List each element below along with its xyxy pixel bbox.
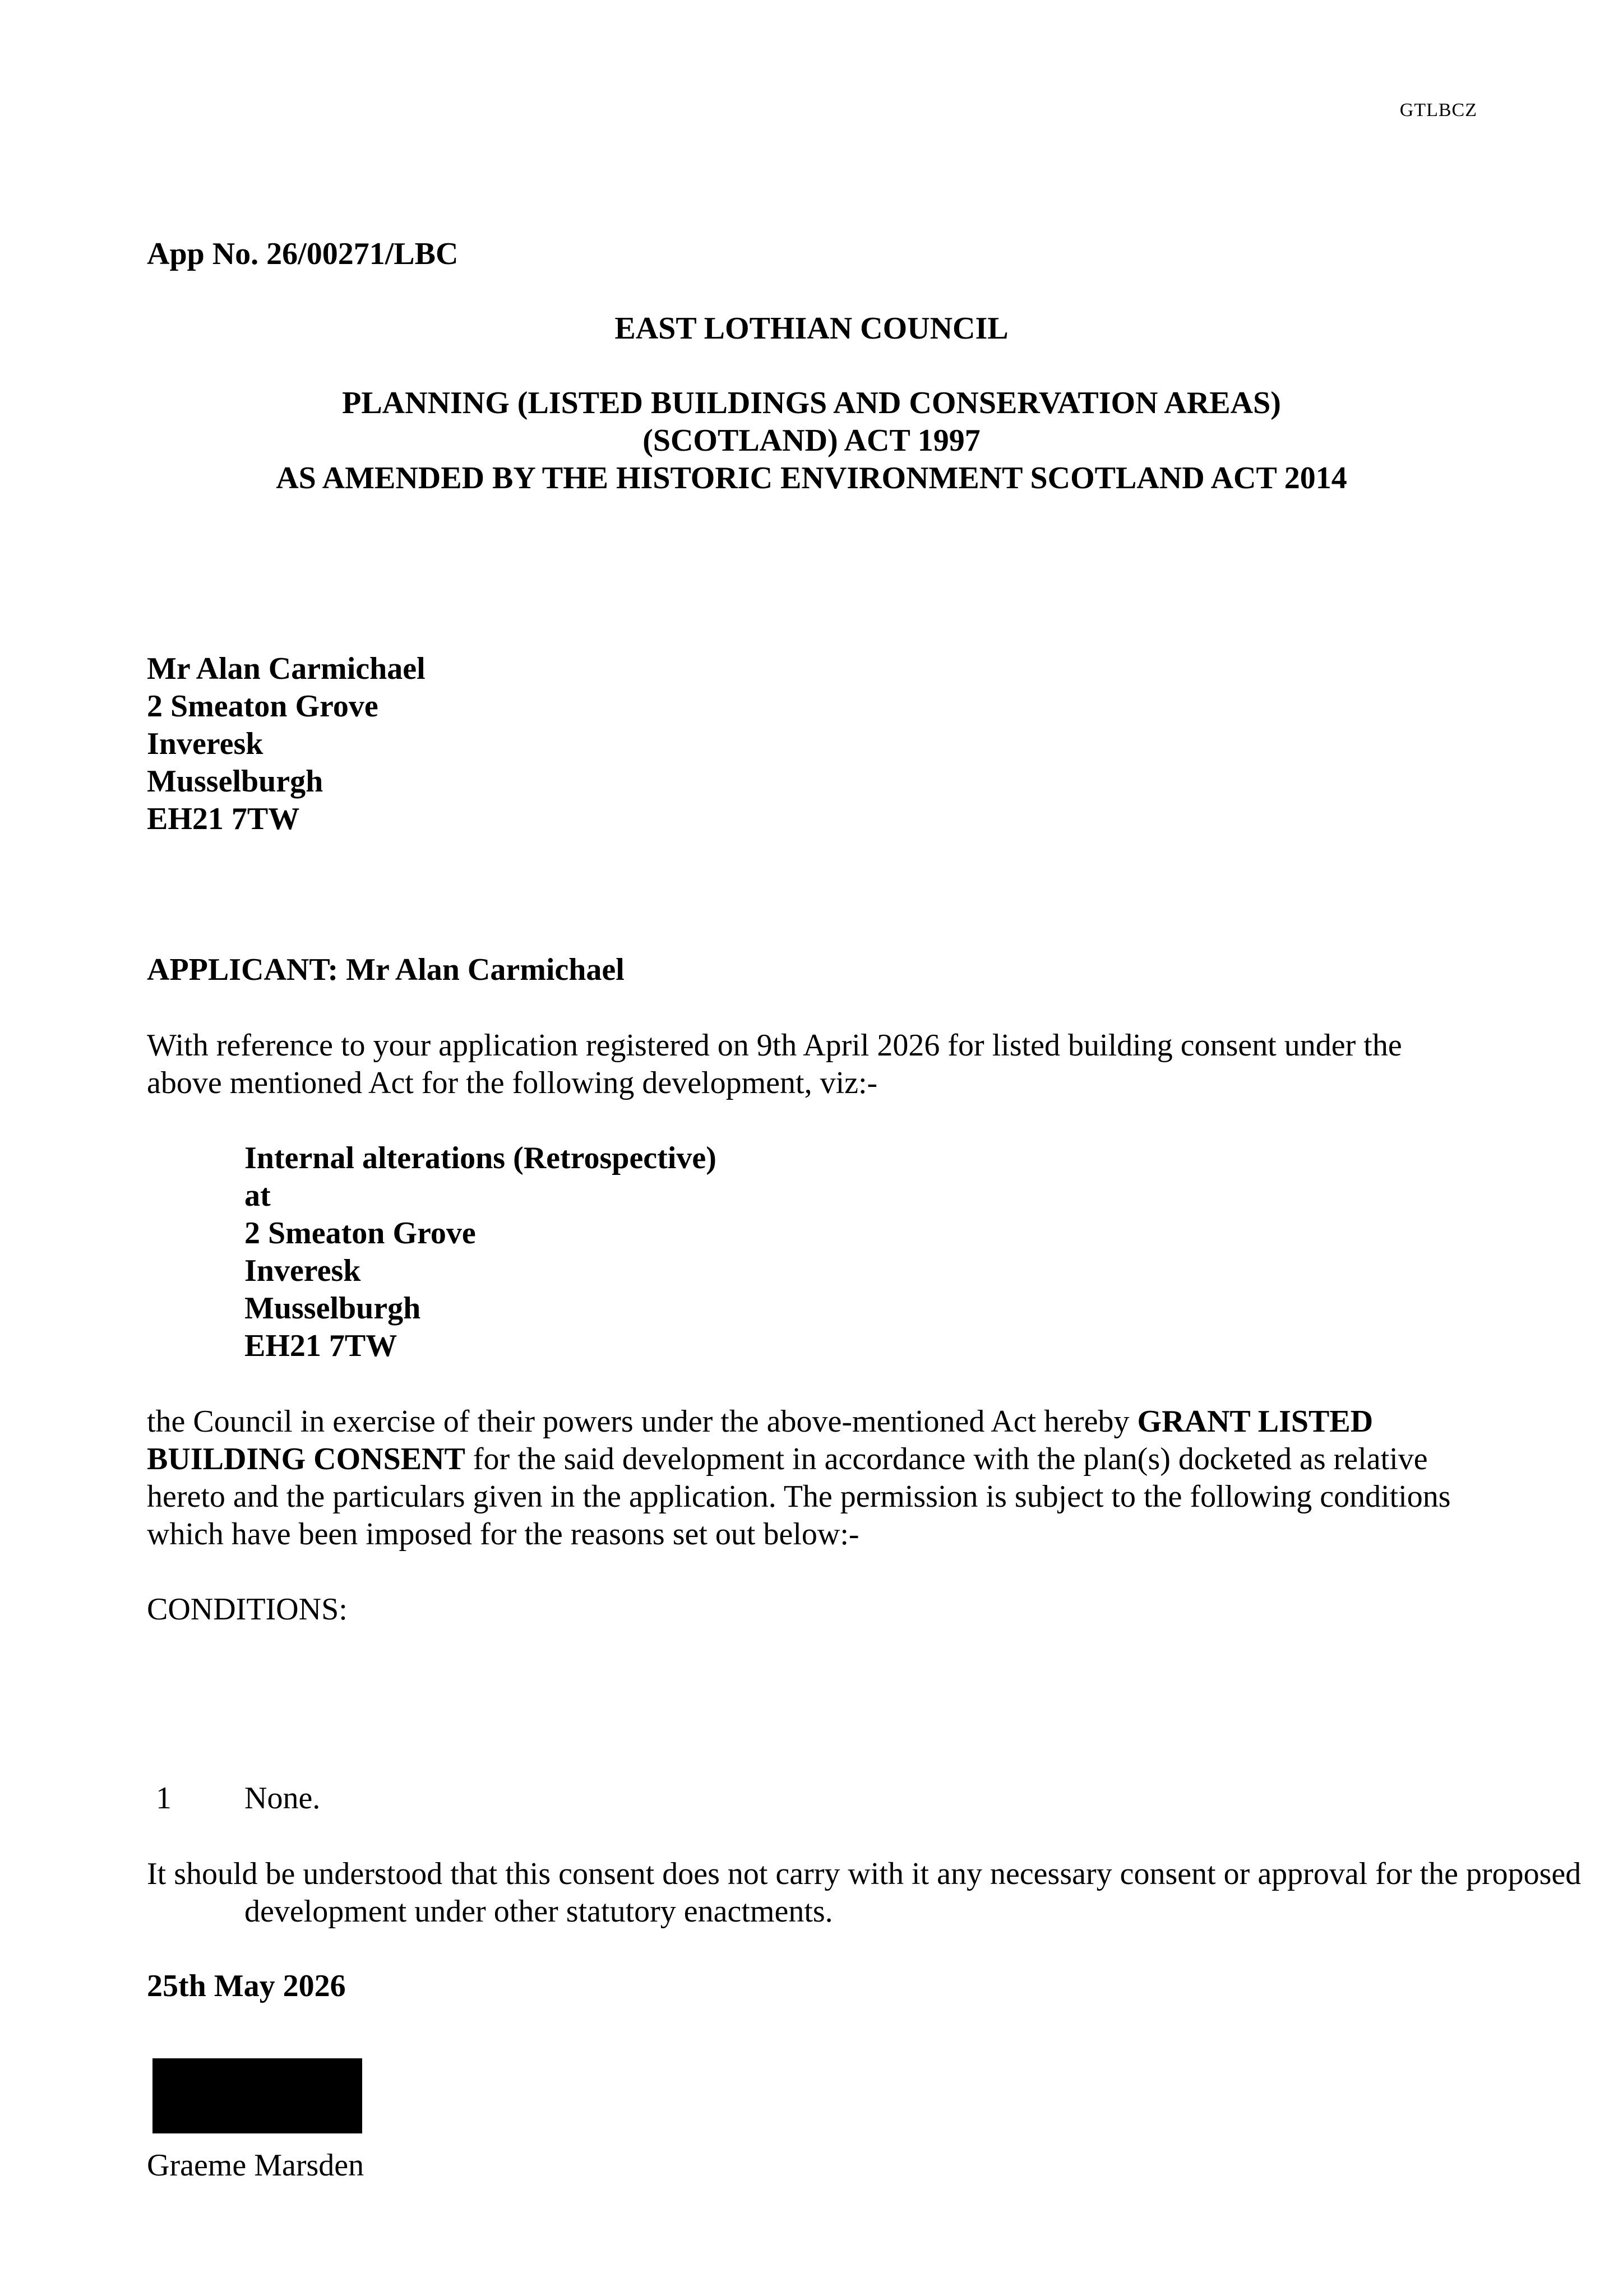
development-at: at xyxy=(244,1178,271,1213)
council-name: EAST LOTHIAN COUNCIL xyxy=(614,311,1009,346)
act-title-line-3: AS AMENDED BY THE HISTORIC ENVIRONMENT SCOTLAND ACT 2014 xyxy=(276,461,1347,496)
addressee-locality: Inveresk xyxy=(147,726,263,761)
condition-text: None. xyxy=(244,1781,321,1816)
act-title-line-1: PLANNING (LISTED BUILDINGS AND CONSERVATION AREAS) xyxy=(342,386,1281,420)
addressee-street: 2 Smeaton Grove xyxy=(147,689,378,724)
grant-paragraph xyxy=(147,1403,1490,1553)
applicant-line: APPLICANT: Mr Alan Carmichael xyxy=(147,952,625,987)
redacted-signature xyxy=(152,2058,362,2133)
consent-notice: It should be understood that this consent does not carry with it any necessary consent or approval for the proposed development under other statutory enactments. xyxy=(147,1857,1582,1929)
act-title-line-2: (SCOTLAND) ACT 1997 xyxy=(642,423,981,458)
grant-decision: GRANT LISTED BUILDING CONSENT xyxy=(147,1404,1374,1476)
reference-paragraph-line-2: above mentioned Act for the following development, viz:- xyxy=(147,1066,878,1100)
addressee-town: Musselburgh xyxy=(147,764,323,799)
document-reference-code: GTLBCZ xyxy=(1399,100,1477,121)
addressee-postcode: EH21 7TW xyxy=(147,802,300,836)
development-street: 2 Smeaton Grove xyxy=(244,1216,476,1251)
development-locality: Inveresk xyxy=(244,1253,361,1288)
reference-paragraph-line-1: With reference to your application registered on 9th April 2026 for listed building consent under the xyxy=(147,1028,1402,1063)
addressee-name: Mr Alan Carmichael xyxy=(147,651,426,686)
development-postcode: EH21 7TW xyxy=(244,1328,397,1363)
development-title: Internal alterations (Retrospective) xyxy=(244,1141,716,1175)
development-town: Musselburgh xyxy=(244,1291,421,1326)
grant-paragraph-prefix: the Council in exercise of their powers under the above-mentioned Act hereby xyxy=(147,1404,1138,1439)
grant-paragraph-suffix: for the said development in accordance with the plan(s) docketed as relative hereto and the particulars given in the application. The permission is subject to the following conditions which have been imposed for the reasons set out below:- xyxy=(147,1442,1451,1552)
decision-date: 25th May 2026 xyxy=(147,1969,346,2003)
conditions-heading: CONDITIONS: xyxy=(147,1592,348,1627)
signatory-name: Graeme Marsden xyxy=(147,2148,364,2183)
application-number: App No. 26/00271/LBC xyxy=(147,237,459,271)
condition-number: 1 xyxy=(156,1781,172,1816)
